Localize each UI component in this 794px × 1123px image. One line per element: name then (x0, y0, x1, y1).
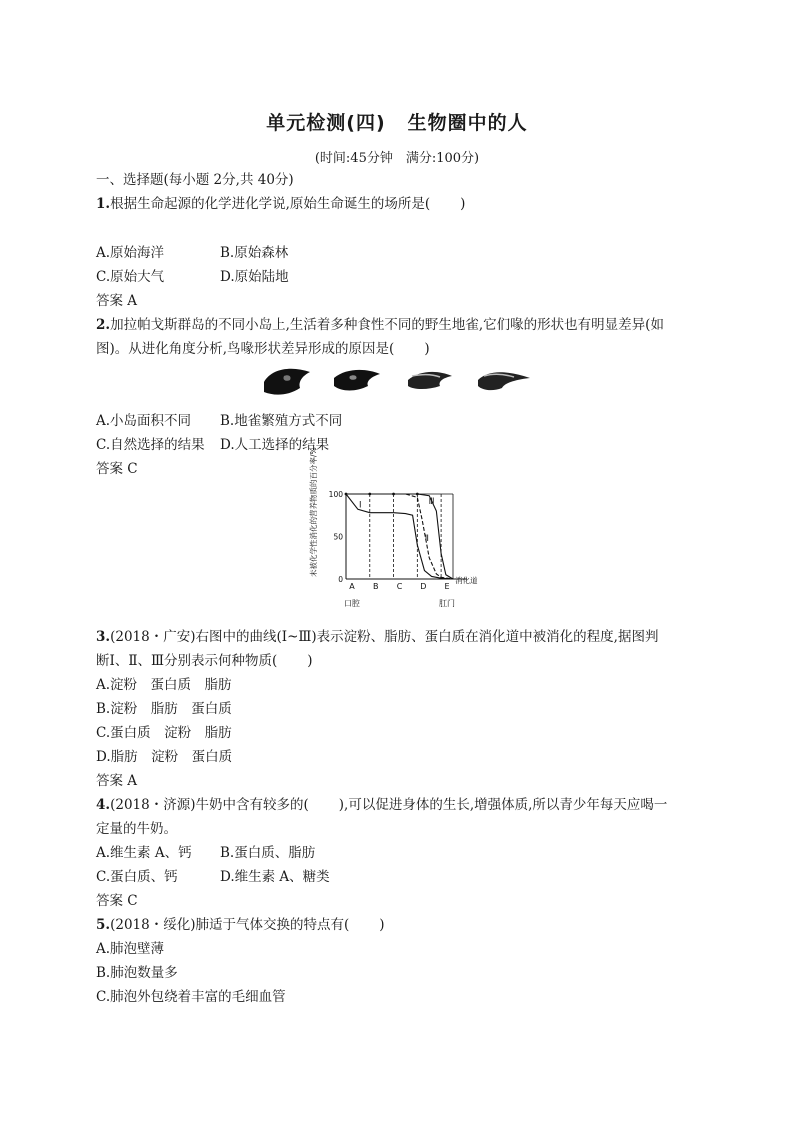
series-label-2: Ⅱ (424, 533, 429, 544)
question-3-line-2: 断Ⅰ、Ⅱ、Ⅲ分别表示何种物质( ) (96, 653, 313, 669)
option-b: B.淀粉 脂肪 蛋白质 (96, 701, 232, 717)
option-d: D.脂肪 淀粉 蛋白质 (96, 749, 233, 765)
question-stem-line-2: 断Ⅰ、Ⅱ、Ⅲ分别表示何种物质( (96, 653, 278, 669)
option-b: B.地雀繁殖方式不同 (220, 413, 343, 429)
question-number: 4. (96, 797, 111, 813)
q1-answer: 答案 A (96, 293, 138, 309)
q2-answer: 答案 C (96, 461, 138, 477)
option-c: C.原始大气 (96, 269, 165, 285)
exam-time-info: (时间:45分钟 满分:100分) (314, 151, 480, 166)
question-number: 1. (96, 196, 111, 212)
question-4 (96, 795, 667, 815)
finch-beak-4 (478, 372, 530, 390)
question-stem-line-1: (2018・广安)右图中的曲线(Ⅰ~Ⅲ)表示淀粉、脂肪、蛋白质在消化道中被消化的程度,据图判 (110, 629, 659, 645)
question-2-line-2: 图)。从进化角度分析,鸟喙形状差异形成的原因是( ) (96, 341, 430, 357)
series-point (345, 493, 348, 496)
y-axis-label: 未被化学性消化的营养物质的百分率/% (309, 447, 318, 577)
question-4-line-2: 定量的牛奶。 (96, 821, 177, 837)
finch-beak-2 (334, 370, 380, 391)
option-a: A.小岛面积不同 (96, 413, 192, 429)
page-title (0, 108, 794, 135)
question-5: 5.(2018・绥化)肺适于气体交换的特点有( ) (96, 917, 385, 933)
q4-options-row-1 (96, 843, 316, 863)
question-stem-line-2: 图)。从进化角度分析,鸟喙形状差异形成的原因是( (96, 341, 395, 357)
option-c: C.自然选择的结果 (96, 437, 205, 453)
option-d: D.人工选择的结果 (220, 437, 330, 453)
option-c: C.肺泡外包绕着丰富的毛细血管 (96, 989, 286, 1005)
x-tick-label: C (396, 582, 403, 591)
anus-label: 肛门 (439, 599, 456, 608)
q3-answer: 答案 A (96, 773, 138, 789)
option-d: D.原始陆地 (220, 269, 289, 285)
section-heading: 一、选择题(每小题 2分,共 40分) (96, 172, 294, 188)
question-2 (96, 315, 664, 335)
finch-beak-1 (264, 369, 310, 395)
title-topic: 生物圈中的人 (407, 112, 528, 134)
option-a: A.原始海洋 (96, 245, 165, 261)
option-c: C.蛋白质 淀粉 脂肪 (96, 725, 232, 741)
digestion-chart (296, 447, 478, 617)
question-stem-part-2: ),可以促进身体的生长,增强体质,所以青少年每天应喝一 (338, 797, 668, 813)
series-line-3 (346, 494, 453, 579)
option-b: B.肺泡数量多 (96, 965, 178, 981)
q2-options-row-1 (96, 411, 343, 431)
series-line-2 (346, 494, 453, 579)
y-tick-label: 0 (338, 575, 343, 584)
x-tick-label: E (444, 582, 450, 591)
series-point (392, 493, 395, 496)
x-tick-label: D (420, 582, 427, 591)
series-label-3: Ⅲ (428, 497, 435, 508)
series-point (368, 493, 371, 496)
y-tick-label: 50 (333, 532, 343, 542)
question-number: 2. (96, 317, 111, 333)
question-stem: (2018・绥化)肺适于气体交换的特点有( (110, 917, 350, 933)
q2-options-row-2 (96, 435, 330, 455)
q4-options-row-2 (96, 867, 330, 887)
finch-beak-3 (408, 372, 452, 389)
q1-options-row-1 (96, 243, 289, 263)
option-b: B.蛋白质、脂肪 (220, 845, 316, 861)
q1-options-row-2 (96, 267, 289, 287)
option-d: D.维生素 A、糖类 (220, 869, 330, 885)
mouth-label: 口腔 (343, 599, 360, 608)
question-stem-part-1: (2018・济源)牛奶中含有较多的( (110, 797, 309, 813)
question-stem-line-1: 加拉帕戈斯群岛的不同小岛上,生活着多种食性不同的野生地雀,它们喙的形状也有明显差异(如 (110, 317, 664, 333)
option-c: C.蛋白质、钙 (96, 869, 178, 885)
question-stem: 根据生命起源的化学进化学说,原始生命诞生的场所是( (110, 196, 431, 212)
y-tick-label: 100 (328, 490, 343, 499)
series-line-1 (346, 494, 453, 579)
option-a: A.淀粉 蛋白质 脂肪 (96, 677, 232, 693)
option-a: A.肺泡壁薄 (96, 941, 165, 957)
question-3 (96, 627, 658, 647)
finch-beaks-illustration (262, 362, 532, 404)
question-number: 5. (96, 917, 111, 933)
x-tick-label: A (349, 582, 355, 591)
option-a: A.维生素 A、钙 (96, 845, 192, 861)
series-point (416, 493, 419, 496)
question-number: 3. (96, 629, 111, 645)
x-axis-label: 消化道 (455, 576, 478, 585)
x-tick-label: B (372, 582, 379, 591)
option-b: B.原始森林 (220, 245, 289, 261)
q4-answer: 答案 C (96, 893, 138, 909)
series-label-1: Ⅰ (359, 500, 362, 511)
question-1: 1.根据生命起源的化学进化学说,原始生命诞生的场所是( ) (96, 196, 466, 212)
title-unit: 单元检测(四) (266, 112, 386, 134)
